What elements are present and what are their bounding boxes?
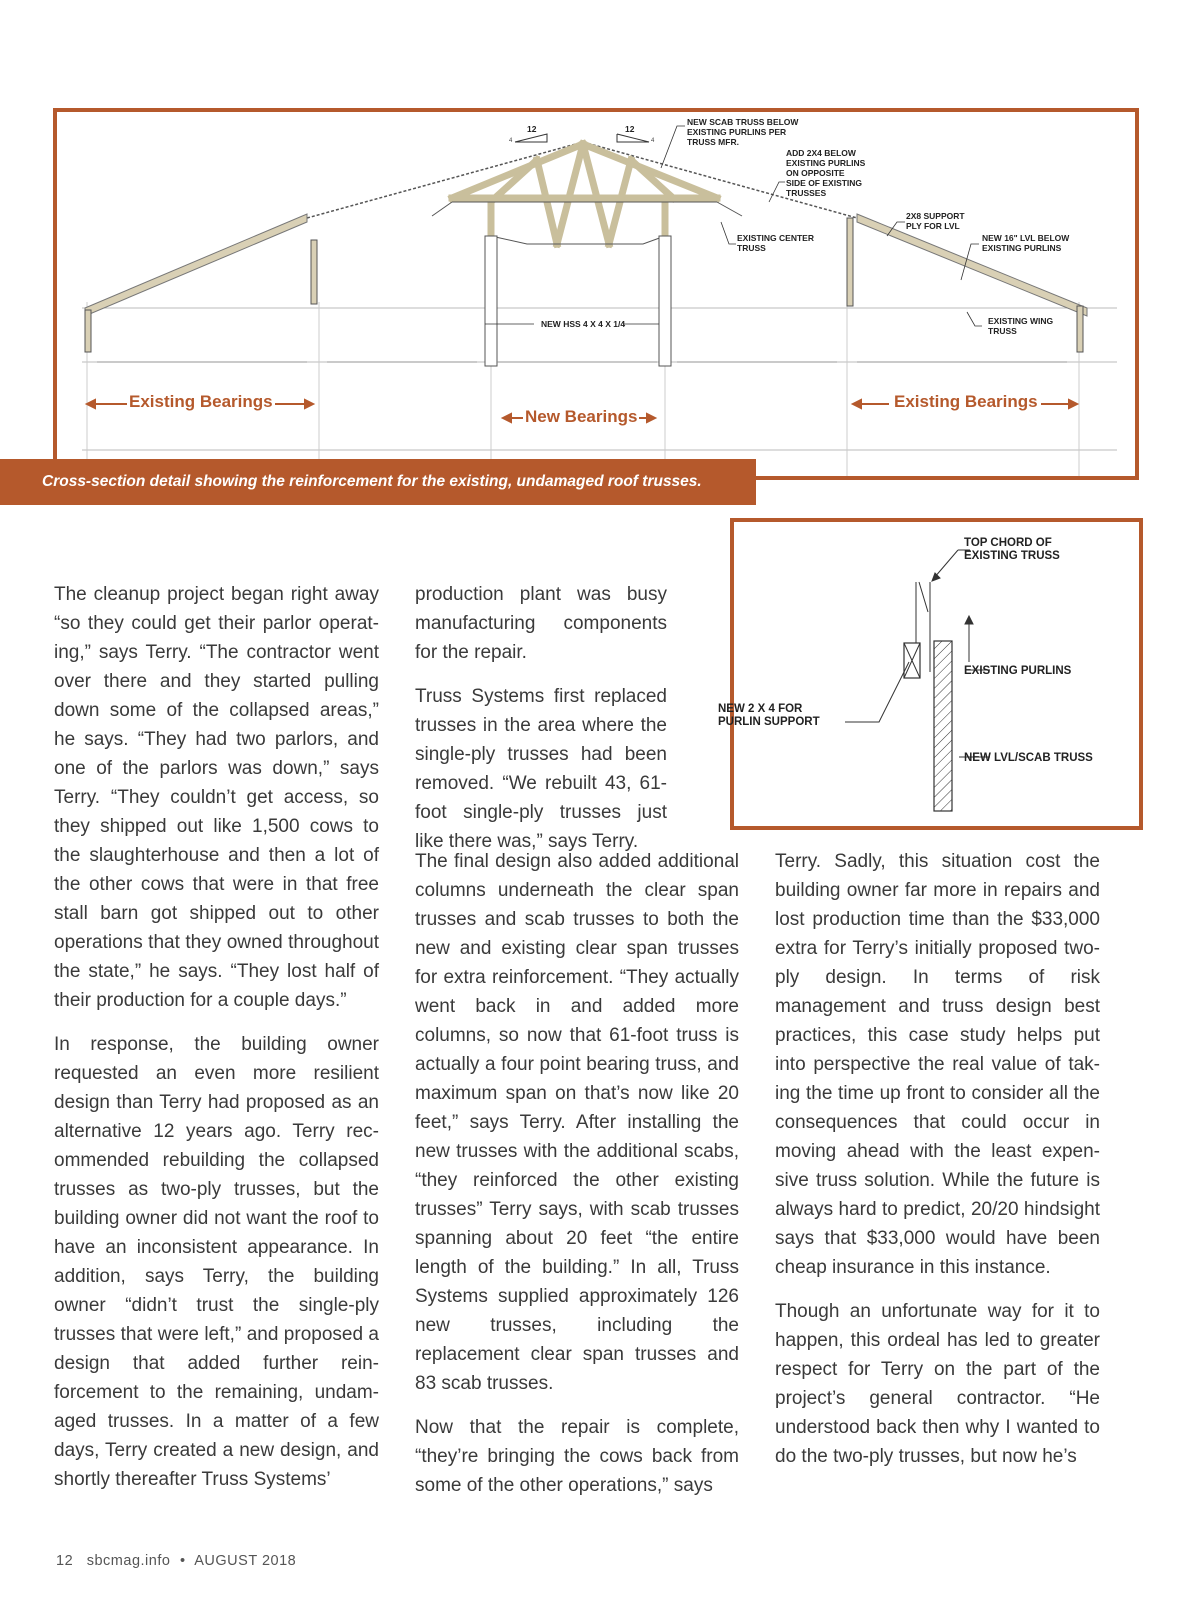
new-bearings-label: New Bearings [525,407,638,426]
label-new-2x4: NEW 2 X 4 FOR PURLIN SUPPORT [718,703,820,728]
pitch-left-label: 12 [527,124,537,134]
paragraph: The final design also added additional columns underneath the clear span trusses and scab trusses to both the new and existing clear span trusses for extra reinforcement. “They actually went back in and added more columns, so now that 61-foot truss is actually a four point bearing truss, and maximum span on that’s now like 20 feet,” says Terry. After installing the new trusses with the additional scabs, “they reinforced the other existing trusses” Terry says, with scab trusses spanning about 20 feet “the entire length of the building.” In all, Truss Systems supplied approximately 126 new trusses, including the replacement clear span trusses and 83 scab trusses. [415,851,739,1394]
article-column-1 [54,580,379,1494]
purlin-detail-figure [718,518,1143,830]
paragraph: Terry. Sadly, this situation cost the building owner far more in repairs and lost production time than the $33,000 extra for Terry’s initially proposed two-ply design. In terms of risk management and truss design best practices, this case study helps put into perspective the real value of taking the time up front to consider all the consequences that could occur in moving ahead with the least expensive truss solution. While the future is always hard to predict, 20/20 hindsight says that $33,000 would have been cheap insurance in this instance. [775,851,1100,1278]
annotation-2x8-support: 2X8 SUPPORT PLY FOR LVL [906,211,965,231]
paragraph: The cleanup project began right away “so they could get their parlor operating,” says Terry. “The contractor went over there and they started pulling down some of the collapsed areas,” he says. “They had two parlors, and one of the parlors was down,” says Terry. “They couldn’t get access, so they shipped out like 1,500 cows to the slaughterhouse and then a lot of the other cows that were in that free stall barn got shipped out to other operations that they owned throughout the state,” he says. “They lost half of their production for a couple days.” [54,584,379,1011]
annotation-center-truss: EXISTING CENTER TRUSS [737,233,814,253]
figure-caption: Cross-section detail showing the reinforcement for the existing, undamaged roof trusses. [0,459,756,505]
article-column-3 [775,847,1100,1471]
issue-date: AUGUST 2018 [194,1553,297,1569]
article-column-2-top [415,580,667,856]
annotation-add-2x4: ADD 2X4 BELOW EXISTING PURLINS ON OPPOSITE SIDE OF EXISTING TRUSSES [786,148,866,198]
paragraph: production plant was busy manufacturing components for the repair. [415,584,667,663]
existing-bearings-right-label: Existing Bearings [894,392,1038,411]
lvl-scab-member [934,641,952,811]
paragraph: In response, the building owner requested an even more resilient design than Terry had proposed as an alternative 12 years ago. Terry recommended rebuilding the collapsed trusses as two-ply trusses, but the building owner did not want the roof to have an inconsistent appearance. In addition, says Terry, the building owner “didn’t trust the single-ply trusses that were left,” and proposed a design that added further reinforcement to the remaining, undamaged trusses. In a matter of a few days, Terry created a new design, and shortly thereafter Truss Systems’ [54,1034,379,1490]
article-column-2-bottom [415,847,739,1500]
annotation-new-lvl: NEW 16" LVL BELOW EXISTING PURLINS [982,233,1070,253]
site-name: sbcmag.info [86,1553,171,1569]
purlin-detail-drawing [718,522,1139,826]
annotation-new-scab: NEW SCAB TRUSS BELOW EXISTING PURLINS PER TRUSS MFR. [687,117,799,147]
page-footer [56,1553,296,1569]
bullet-separator: • [179,1553,186,1569]
label-top-chord: TOP CHORD OF EXISTING TRUSS [964,537,1060,562]
paragraph: Now that the repair is complete, “they’re bringing the cows back from some of the other operations,” says [415,1417,739,1496]
label-new-lvl-scab: NEW LVL/SCAB TRUSS [964,752,1093,764]
annotation-hss: NEW HSS 4 X 4 X 1/4 [541,319,626,329]
paragraph: Though an unfortunate way for it to happen, this ordeal has led to greater respect for Terry on the part of the project’s general contractor. “He understood back then why I wanted to do the two-ply trusses, but now he’s [775,1301,1100,1467]
pitch-rise-right: 4 [651,138,655,144]
paragraph: Truss Systems first replaced trusses in the area where the single-ply trusses had been removed. “We rebuilt 43, 61-foot single-ply trusses just like there was,” says Terry. [415,686,667,852]
page-number: 12 [56,1553,74,1569]
pitch-rise-left: 4 [509,138,513,144]
cross-section-figure [53,108,1139,480]
annotation-wing-truss: EXISTING WING TRUSS [988,316,1054,336]
label-existing-purlins: EXISTING PURLINS [964,665,1072,677]
existing-bearings-left-label: Existing Bearings [129,392,273,411]
pitch-right-label: 12 [625,124,635,134]
